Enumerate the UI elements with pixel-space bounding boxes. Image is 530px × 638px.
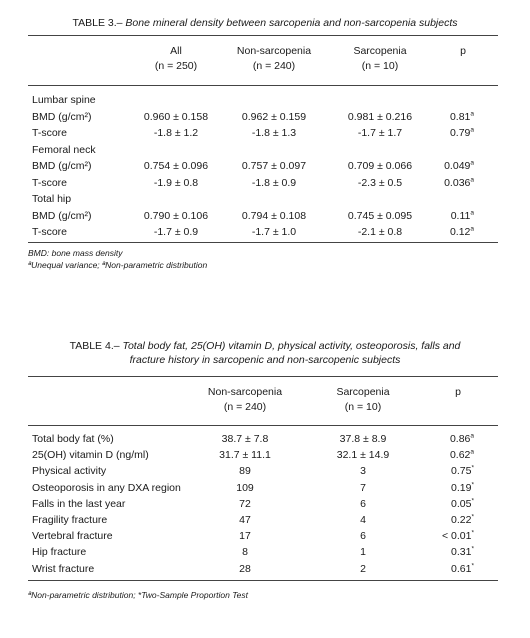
table3-cell-p-value: 0.79	[449, 127, 471, 139]
table3-cell-p	[430, 160, 474, 173]
table4-header-rule	[28, 425, 498, 426]
table3-caption	[0, 16, 530, 31]
table3-header-rule	[28, 85, 498, 86]
table4-cell-non-sarcopenia: 47	[239, 514, 251, 526]
table4-cell-sarcopenia: 1	[360, 546, 366, 559]
table3-col-header-0	[131, 44, 221, 74]
table4-col-header-1	[318, 385, 408, 415]
table4-cell-p-footnote-mark: a	[470, 448, 474, 456]
table4-cell-p-value: 0.31	[451, 546, 472, 559]
table3-row-label: T-score	[32, 127, 68, 139]
table4-cell-p-footnote-mark: *	[471, 529, 474, 537]
table4-col-header-2	[443, 385, 473, 400]
table4-cell-p-value: 0.86	[449, 433, 471, 445]
table4-cell-p-value: 0.22	[451, 514, 472, 526]
table4-cell-sarcopenia: 6	[360, 497, 366, 510]
table4-cell-p	[424, 482, 474, 495]
table4-cell-non-sarcopenia: 28	[239, 562, 251, 575]
table3-cell-sarcopenia: -2.3 ± 0.5	[357, 176, 403, 189]
table4-cell-p	[424, 546, 474, 559]
table4-cell-p	[424, 530, 474, 543]
table4-cell-p	[424, 563, 474, 576]
table3-row-label: BMD (g/cm²)	[32, 110, 92, 123]
table4-bottom-rule	[28, 580, 498, 581]
table4-cell-non-sarcopenia: 109	[236, 481, 254, 494]
table3-cell-sarcopenia: -2.1 ± 0.8	[357, 226, 403, 238]
table3-row-label: Total hip	[32, 193, 72, 205]
table3-row-label: Femoral neck	[32, 143, 96, 156]
table3-label: TABLE 3.–	[72, 17, 123, 29]
table4-label: TABLE 4.–	[69, 340, 120, 352]
table3-cell-p-footnote-mark: a	[470, 176, 474, 183]
table3-cell-sarcopenia: -1.7 ± 1.7	[357, 127, 403, 139]
table4-cell-p-value: 0.05	[451, 497, 472, 510]
table3-cell-sarcopenia: 0.745 ± 0.095	[347, 209, 413, 222]
table3-cell-sarcopenia: 0.709 ± 0.066	[347, 160, 413, 172]
table3-col-n-1: (n = 240)	[252, 60, 296, 72]
table4-cell-p	[424, 498, 474, 511]
table3-row-label: Lumbar spine	[32, 94, 96, 106]
table4-cell-sarcopenia: 7	[360, 481, 366, 494]
table3-title: Bone mineral density between sarcopenia and non-sarcopenia subjects	[125, 17, 458, 29]
table3-cell-all: -1.8 ± 1.2	[153, 127, 199, 139]
table4-row-label: Falls in the last year	[32, 497, 126, 510]
table3-cell-non-sarcopenia: -1.7 ± 1.0	[251, 226, 297, 238]
table3-cell-p-value: 0.12	[449, 226, 471, 238]
table3-cell-non-sarcopenia: 0.757 ± 0.097	[241, 160, 307, 172]
table4-cell-p-value: 0.62	[449, 449, 471, 462]
table4-cell-sarcopenia: 3	[360, 465, 366, 478]
table4-col-header-0	[190, 385, 300, 415]
table3-bottom-rule	[28, 242, 498, 243]
table4-cell-p-footnote-mark: *	[471, 562, 474, 570]
table4-cell-non-sarcopenia: 8	[242, 546, 248, 559]
table4-cell-p-value: 0.19	[451, 481, 472, 494]
table3-cell-p-footnote-mark: a	[470, 126, 474, 134]
table4-cell-sarcopenia: 37.8 ± 8.9	[339, 433, 387, 445]
table4-row-label: Physical activity	[32, 465, 107, 478]
table4-row-label: Total body fat (%)	[32, 433, 114, 445]
table4-col-name-2: p	[455, 386, 461, 398]
table3-footnote-1: BMD: bone mass density	[28, 248, 123, 258]
table4-cell-p-footnote-mark: *	[471, 464, 474, 472]
table3-cell-p-footnote-mark: a	[470, 209, 474, 216]
table3-cell-p-footnote-mark: a	[470, 225, 474, 233]
table4-cell-p	[424, 433, 474, 446]
table3-cell-p-value: 0.036	[444, 176, 471, 189]
table4-cell-sarcopenia: 4	[360, 514, 366, 526]
table3-row-label: T-score	[32, 176, 68, 189]
table3-cell-non-sarcopenia: -1.8 ± 0.9	[251, 176, 297, 189]
table4-cell-p-footnote-mark: *	[471, 545, 474, 553]
table4-cell-p-value: 0.61	[451, 562, 472, 575]
table3-cell-non-sarcopenia: -1.8 ± 1.3	[251, 127, 297, 139]
table3-cell-p-value: 0.11	[450, 209, 471, 222]
table4-cell-non-sarcopenia: 17	[239, 530, 251, 543]
table3-cell-p-footnote-mark: a	[470, 110, 474, 117]
table4-col-name-1: Sarcopenia	[336, 386, 390, 398]
table4-col-n-1: (n = 10)	[344, 401, 382, 413]
table3-col-name-0: All	[170, 45, 182, 57]
table3-cell-all: -1.9 ± 0.8	[153, 176, 199, 189]
table3-col-n-0: (n = 250)	[154, 60, 198, 72]
table3-cell-p-footnote-mark: a	[470, 159, 474, 167]
table3-cell-p	[430, 177, 474, 190]
table3-top-rule	[28, 35, 498, 36]
table3-cell-non-sarcopenia: 0.962 ± 0.159	[241, 110, 307, 123]
table4-caption-line-2	[0, 353, 530, 368]
table4-cell-p	[424, 514, 474, 527]
table4-cell-p-footnote-mark: *	[471, 497, 474, 505]
table3-row-label: BMD (g/cm²)	[32, 160, 92, 172]
table4-cell-non-sarcopenia: 72	[239, 497, 251, 510]
table3-cell-p-value: 0.049	[444, 160, 471, 172]
table4-cell-sarcopenia: 6	[360, 530, 366, 543]
table3-col-n-2: (n = 10)	[361, 60, 399, 72]
table4-cell-non-sarcopenia: 89	[239, 465, 251, 478]
table4-cell-non-sarcopenia: 31.7 ± 11.1	[219, 449, 271, 462]
table3-cell-p	[430, 127, 474, 140]
table4-col-n-0: (n = 240)	[223, 401, 267, 413]
table4-col-name-0: Non-sarcopenia	[207, 386, 283, 398]
table3-col-name-1: Non-sarcopenia	[236, 45, 312, 57]
table4-row-label: Hip fracture	[32, 546, 87, 559]
table4-title-line-1: Total body fat, 25(OH) vitamin D, physical activity, osteoporosis, falls and	[122, 340, 461, 352]
table4-cell-p-footnote-mark: *	[471, 481, 474, 489]
table3-col-header-1	[219, 44, 329, 74]
table4-cell-p-footnote-mark: a	[470, 432, 474, 440]
table4-cell-p-value: < 0.01	[441, 530, 472, 543]
table4-row-label: Osteoporosis in any DXA region	[32, 481, 181, 494]
table3-cell-p	[430, 111, 474, 124]
table3-row-label: T-score	[32, 226, 68, 238]
table4-cell-p-footnote-mark: *	[471, 513, 474, 521]
table3-col-header-3	[448, 44, 478, 59]
table3-cell-all: 0.754 ± 0.096	[143, 160, 209, 172]
table4-title-line-2: fracture history in sarcopenic and non-sarcopenic subjects	[129, 354, 401, 366]
table4-cell-sarcopenia: 32.1 ± 14.9	[336, 449, 390, 462]
table4-footnote: ªNon-parametric distribution; *Two-Sample Proportion Test	[28, 590, 248, 600]
table3-cell-non-sarcopenia: 0.794 ± 0.108	[241, 209, 307, 222]
table3-cell-all: 0.790 ± 0.106	[143, 209, 209, 222]
table3-col-name-3: p	[460, 45, 466, 57]
table4-cell-sarcopenia: 2	[360, 562, 366, 575]
table4-row-label: Wrist fracture	[32, 562, 95, 575]
table4-row-label: Vertebral fracture	[32, 530, 113, 543]
table4-cell-p	[424, 449, 474, 462]
table3-col-name-2: Sarcopenia	[353, 45, 407, 57]
table4-caption-line-1	[0, 339, 530, 354]
table4-row-label: Fragility fracture	[32, 514, 108, 526]
table3-cell-sarcopenia: 0.981 ± 0.216	[347, 110, 413, 123]
table4-top-rule	[28, 376, 498, 377]
table3-col-header-2	[335, 44, 425, 74]
table3-cell-p	[430, 226, 474, 239]
table3-footnote-2: ªUnequal variance; ªNon-parametric distribution	[28, 260, 208, 270]
table4-row-label: 25(OH) vitamin D (ng/ml)	[32, 449, 149, 462]
table3-cell-all: 0.960 ± 0.158	[143, 110, 209, 123]
table3-cell-all: -1.7 ± 0.9	[153, 226, 199, 238]
table3-cell-p	[430, 210, 474, 223]
table4-cell-p-value: 0.75	[451, 465, 472, 478]
table3-cell-p-value: 0.81	[449, 110, 471, 123]
table4-cell-p	[424, 465, 474, 478]
table4-cell-non-sarcopenia: 38.7 ± 7.8	[221, 433, 269, 445]
table3-row-label: BMD (g/cm²)	[32, 209, 92, 222]
